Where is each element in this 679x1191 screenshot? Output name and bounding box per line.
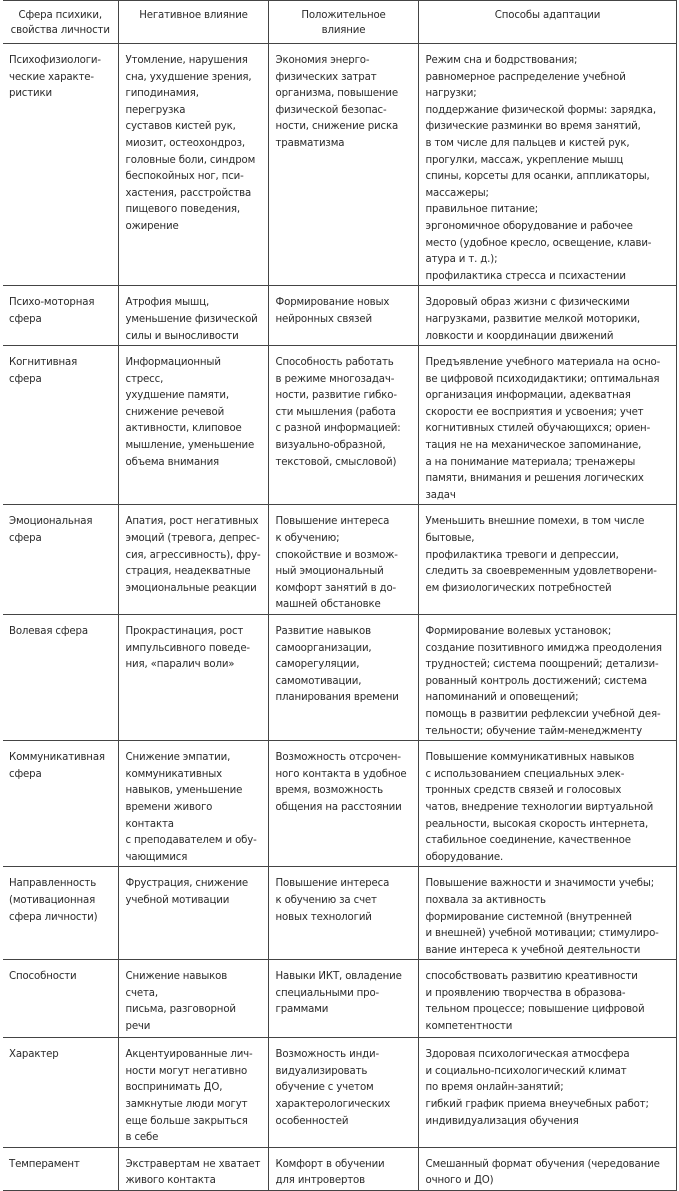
cell-positive: Способность работать в режиме многозадач- ности, развитие гибко- сти мышления (работа с разной информацией: визуально-образной, текстовой, смысловой) xyxy=(268,346,418,505)
table-row xyxy=(3,505,676,615)
cell-adaptation: Здоровый образ жизни с физическими нагрузками, развитие мелкой моторики, ловкости и координации движений xyxy=(418,286,676,346)
cell-negative: Фрустрация, снижение учебной мотивации xyxy=(118,867,268,960)
cell-adaptation: Режим сна и бодрствования; равномерное распределение учебной нагрузки; поддержание физической формы: зарядка, физические разминки во время занятий, в том числе для пальцев и кистей рук, прогулки, массаж, укрепление мышц спины, корсеты для осанки, аппликаторы, массажеры; правильное питание; эргономичное оборудование и рабочее место (удобное кресло, освещение, клави- атура и т. д.); профилактика стресса и психастении xyxy=(418,44,676,286)
table-row xyxy=(3,44,676,286)
cell-positive: Возможность отсрочен- ного контакта в удобное время, возможность общения на расстоянии xyxy=(268,741,418,867)
table-row xyxy=(3,1147,676,1190)
cell-adaptation: Повышение важности и значимости учебы; похвала за активность формирование системной (внутренней и внешней) учебной мотивации; стимулиро- вание интереса к учебной деятельности xyxy=(418,867,676,960)
table-row xyxy=(3,286,676,346)
cell-sphere: Психо-моторная сфера xyxy=(3,286,118,346)
cell-positive: Повышение интереса к обучению; спокойствие и возмож- ный эмоциональный комфорт занятий в до- машней обстановке xyxy=(268,505,418,615)
cell-adaptation: способствовать развитию креативности и проявлению творчества в образова- тельном процессе; повышение цифровой компетентности xyxy=(418,960,676,1038)
cell-sphere: Направленность (мотивационная сфера личности) xyxy=(3,867,118,960)
cell-sphere: Эмоциональная сфера xyxy=(3,505,118,615)
table-row xyxy=(3,741,676,867)
cell-sphere: Коммуникативная сфера xyxy=(3,741,118,867)
cell-sphere: Психофизиологи- ческие характе- ристики xyxy=(3,44,118,286)
cell-negative: Прокрастинация, рост импульсивного поведе- ния, «паралич воли» xyxy=(118,615,268,741)
cell-negative: Информационный стресс, ухудшение памяти, снижение речевой активности, клиповое мышление, уменьшение объема внимания xyxy=(118,346,268,505)
cell-adaptation: Смешанный формат обучения (чередование очного и ДО) xyxy=(418,1147,676,1190)
cell-adaptation: Формирование волевых установок; создание позитивного имиджа преодоления трудностей; система поощрений; детализи- рованный контроль достижений; система напоминаний и оповещений; помощь в развитии рефлексии учебной дея- тельности; обучение тайм-менеджменту xyxy=(418,615,676,741)
cell-negative: Снижение эмпатии, коммуникативных навыков, уменьшение времени живого контакта с преподавателем и обу- чающимися xyxy=(118,741,268,867)
cell-sphere: Волевая сфера xyxy=(3,615,118,741)
cell-positive: Навыки ИКТ, овладение специальными про- граммами xyxy=(268,960,418,1038)
cell-adaptation: Предъявление учебного материала на осно- ве цифровой психодидактики; оптимальная организация информации, адекватная скорости ее восприятия и усвоения; учет когнитивных стилей обучающихся; ориен- тация не на механическое запоминание, а на понимание материала; тренажеры памяти, внимания и решения логических задач xyxy=(418,346,676,505)
cell-negative: Апатия, рост негативных эмоций (тревога, депрес- сия, агрессивность), фру- страция, неадекватные эмоциональные реакции xyxy=(118,505,268,615)
cell-sphere: Характер xyxy=(3,1038,118,1148)
cell-positive: Экономия энерго- физических затрат организма, повышение физической безопас- ности, снижение риска травматизма xyxy=(268,44,418,286)
cell-positive: Повышение интереса к обучению за счет новых технологий xyxy=(268,867,418,960)
header-sphere: Сфера психики, свойства личности xyxy=(3,1,118,44)
cell-positive: Возможность инди- видуализировать обучение с учетом характерологических особенностей xyxy=(268,1038,418,1148)
header-positive: Положительное влияние xyxy=(268,1,418,44)
cell-negative: Снижение навыков счета, письма, разговорной речи xyxy=(118,960,268,1038)
table-row xyxy=(3,346,676,505)
cell-sphere: Темперамент xyxy=(3,1147,118,1190)
cell-negative: Акцентуированные лич- ности могут негативно воспринимать ДО, замкнутые люди могут еще больше закрыться в себе xyxy=(118,1038,268,1148)
cell-adaptation: Здоровая психологическая атмосфера и социально-психологический климат по время онлайн-занятий; гибкий график приема внеучебных работ; индивидуализация обучения xyxy=(418,1038,676,1148)
cell-positive: Комфорт в обучении для интровертов xyxy=(268,1147,418,1190)
table-row xyxy=(3,867,676,960)
table-row xyxy=(3,615,676,741)
cell-sphere: Способности xyxy=(3,960,118,1038)
cell-negative: Атрофия мышц, уменьшение физической силы и выносливости xyxy=(118,286,268,346)
cell-sphere: Когнитивная сфера xyxy=(3,346,118,505)
table-header-row xyxy=(3,1,676,44)
header-adaptation: Способы адаптации xyxy=(418,1,676,44)
cell-positive: Формирование новых нейронных связей xyxy=(268,286,418,346)
header-negative: Негативное влияние xyxy=(118,1,268,44)
table-row xyxy=(3,960,676,1038)
cell-adaptation: Уменьшить внешние помехи, в том числе бытовые, профилактика тревоги и депрессии, следить за своевременным удовлетворени- ем физиологических потребностей xyxy=(418,505,676,615)
table-row xyxy=(3,1038,676,1148)
adaptation-table xyxy=(3,0,677,1191)
cell-negative: Экстравертам не хватает живого контакта xyxy=(118,1147,268,1190)
cell-negative: Утомление, нарушения сна, ухудшение зрения, гиподинамия, перегрузка суставов кистей рук, миозит, остеохондроз, головные боли, синдром беспокойных ног, пси- хастения, расстройства пищевого поведения, ожирение xyxy=(118,44,268,286)
cell-positive: Развитие навыков самоорганизации, саморегуляции, самомотивации, планирования времени xyxy=(268,615,418,741)
cell-adaptation: Повышение коммуникативных навыков с использованием специальных элек- тронных средств связей и голосовых чатов, внедрение технологии виртуальной реальности, высокая скорость интернета, стабильное соединение, качественное оборудование. xyxy=(418,741,676,867)
